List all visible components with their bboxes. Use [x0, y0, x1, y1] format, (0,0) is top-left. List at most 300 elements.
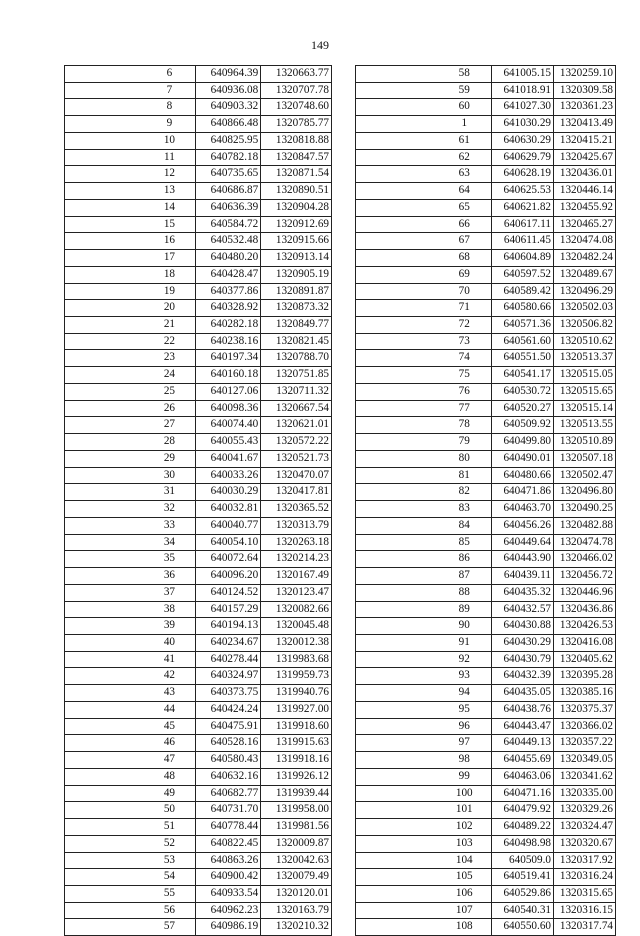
x-coordinate-cell: 640682.77 [196, 785, 261, 802]
y-coordinate-cell: 1320365.52 [261, 501, 332, 518]
table-row [356, 484, 616, 501]
point-number-cell: 11 [143, 149, 196, 166]
table-row [65, 802, 332, 819]
point-number-cell: 14 [143, 199, 196, 216]
x-coordinate-cell: 640551.50 [492, 350, 554, 367]
x-coordinate-cell: 640617.11 [492, 216, 554, 233]
y-coordinate-cell: 1320915.66 [261, 233, 332, 250]
x-coordinate-cell: 640825.95 [196, 132, 261, 149]
point-number-cell: 31 [143, 484, 196, 501]
table-row [65, 618, 332, 635]
table-row [356, 317, 616, 334]
point-number-cell: 28 [143, 434, 196, 451]
y-coordinate-cell: 1320506.82 [554, 317, 616, 334]
x-coordinate-cell: 640499.80 [492, 434, 554, 451]
point-number-cell: 75 [438, 367, 492, 384]
x-coordinate-cell: 640072.64 [196, 551, 261, 568]
point-number-cell: 59 [438, 82, 492, 99]
table-row [65, 685, 332, 702]
blank-cell [65, 584, 144, 601]
blank-cell [65, 82, 144, 99]
point-number-cell: 77 [438, 400, 492, 417]
point-number-cell: 44 [143, 701, 196, 718]
table-row [65, 99, 332, 116]
blank-cell [65, 216, 144, 233]
point-number-cell: 42 [143, 668, 196, 685]
table-row [356, 132, 616, 149]
table-row [356, 434, 616, 451]
table-row [65, 768, 332, 785]
x-coordinate-cell: 640424.24 [196, 701, 261, 718]
y-coordinate-cell: 1320496.29 [554, 283, 616, 300]
blank-cell [65, 417, 144, 434]
y-coordinate-cell: 1320329.26 [554, 802, 616, 819]
y-coordinate-cell: 1320821.45 [261, 333, 332, 350]
blank-cell [356, 450, 438, 467]
x-coordinate-cell: 640962.23 [196, 902, 261, 919]
x-coordinate-cell: 640540.31 [492, 902, 554, 919]
table-row [65, 484, 332, 501]
blank-cell [65, 869, 144, 886]
point-number-cell: 12 [143, 166, 196, 183]
x-coordinate-cell: 640625.53 [492, 183, 554, 200]
y-coordinate-cell: 1320357.22 [554, 735, 616, 752]
point-number-cell: 74 [438, 350, 492, 367]
x-coordinate-cell: 640430.88 [492, 618, 554, 635]
y-coordinate-cell: 1320711.32 [261, 383, 332, 400]
y-coordinate-cell: 1320515.14 [554, 400, 616, 417]
table-row [65, 82, 332, 99]
y-coordinate-cell: 1320446.14 [554, 183, 616, 200]
point-number-cell: 30 [143, 467, 196, 484]
x-coordinate-cell: 640238.16 [196, 333, 261, 350]
table-row [65, 149, 332, 166]
table-row [356, 902, 616, 919]
point-number-cell: 57 [143, 919, 196, 936]
point-number-cell: 86 [438, 551, 492, 568]
table-row [356, 735, 616, 752]
table-row [65, 651, 332, 668]
x-coordinate-cell: 640435.05 [492, 685, 554, 702]
point-number-cell: 45 [143, 718, 196, 735]
table-row [356, 199, 616, 216]
table-row [356, 417, 616, 434]
y-coordinate-cell: 1320259.10 [554, 66, 616, 83]
table-row [65, 885, 332, 902]
x-coordinate-cell: 640463.70 [492, 501, 554, 518]
table-row [65, 250, 332, 267]
blank-cell [356, 685, 438, 702]
x-coordinate-cell: 640529.86 [492, 885, 554, 902]
y-coordinate-cell: 1320751.85 [261, 367, 332, 384]
point-number-cell: 99 [438, 768, 492, 785]
y-coordinate-cell: 1320315.65 [554, 885, 616, 902]
x-coordinate-cell: 640541.17 [492, 367, 554, 384]
blank-cell [356, 802, 438, 819]
table-row [65, 233, 332, 250]
blank-cell [65, 919, 144, 936]
blank-cell [65, 99, 144, 116]
x-coordinate-cell: 640782.18 [196, 149, 261, 166]
y-coordinate-cell: 1320320.67 [554, 835, 616, 852]
x-coordinate-cell: 640438.76 [492, 701, 554, 718]
blank-cell [65, 116, 144, 133]
blank-cell [356, 584, 438, 601]
y-coordinate-cell: 1320416.08 [554, 634, 616, 651]
table-row [65, 400, 332, 417]
y-coordinate-cell: 1320335.00 [554, 785, 616, 802]
y-coordinate-cell: 1320489.67 [554, 266, 616, 283]
point-number-cell: 53 [143, 852, 196, 869]
table-row [356, 668, 616, 685]
x-coordinate-cell: 640471.16 [492, 785, 554, 802]
y-coordinate-cell: 1320456.72 [554, 568, 616, 585]
blank-cell [65, 484, 144, 501]
y-coordinate-cell: 1320904.28 [261, 199, 332, 216]
blank-cell [356, 216, 438, 233]
blank-cell [65, 166, 144, 183]
point-number-cell: 105 [438, 869, 492, 886]
x-coordinate-cell: 640455.69 [492, 752, 554, 769]
x-coordinate-cell: 640449.64 [492, 534, 554, 551]
point-number-cell: 60 [438, 99, 492, 116]
table-row [65, 534, 332, 551]
x-coordinate-cell: 640629.79 [492, 149, 554, 166]
blank-cell [356, 417, 438, 434]
table-row [356, 852, 616, 869]
coordinates-table-left-body [65, 66, 332, 936]
x-coordinate-cell: 640432.39 [492, 668, 554, 685]
point-number-cell: 100 [438, 785, 492, 802]
x-coordinate-cell: 640863.26 [196, 852, 261, 869]
x-coordinate-cell: 640580.66 [492, 300, 554, 317]
table-row [356, 551, 616, 568]
table-row [356, 283, 616, 300]
table-row [65, 869, 332, 886]
y-coordinate-cell: 1320849.77 [261, 317, 332, 334]
y-coordinate-cell: 1320474.78 [554, 534, 616, 551]
point-number-cell: 71 [438, 300, 492, 317]
x-coordinate-cell: 640735.65 [196, 166, 261, 183]
y-coordinate-cell: 1320707.78 [261, 82, 332, 99]
point-number-cell: 13 [143, 183, 196, 200]
blank-cell [356, 149, 438, 166]
blank-cell [356, 116, 438, 133]
table-row [356, 250, 616, 267]
y-coordinate-cell: 1320490.25 [554, 501, 616, 518]
point-number-cell: 67 [438, 233, 492, 250]
table-row [65, 116, 332, 133]
point-number-cell: 61 [438, 132, 492, 149]
x-coordinate-cell: 641018.91 [492, 82, 554, 99]
point-number-cell: 48 [143, 768, 196, 785]
blank-cell [356, 835, 438, 852]
blank-cell [356, 484, 438, 501]
y-coordinate-cell: 1319918.16 [261, 752, 332, 769]
y-coordinate-cell: 1320163.79 [261, 902, 332, 919]
point-number-cell: 34 [143, 534, 196, 551]
point-number-cell: 49 [143, 785, 196, 802]
y-coordinate-cell: 1320502.47 [554, 467, 616, 484]
y-coordinate-cell: 1320510.62 [554, 333, 616, 350]
y-coordinate-cell: 1320455.92 [554, 199, 616, 216]
y-coordinate-cell: 1320316.15 [554, 902, 616, 919]
y-coordinate-cell: 1320515.65 [554, 383, 616, 400]
x-coordinate-cell: 640475.91 [196, 718, 261, 735]
table-row [356, 651, 616, 668]
blank-cell [356, 383, 438, 400]
point-number-cell: 66 [438, 216, 492, 233]
blank-cell [65, 618, 144, 635]
x-coordinate-cell: 640686.87 [196, 183, 261, 200]
x-coordinate-cell: 641005.15 [492, 66, 554, 83]
blank-cell [356, 266, 438, 283]
blank-cell [356, 819, 438, 836]
point-number-cell: 15 [143, 216, 196, 233]
blank-cell [356, 467, 438, 484]
table-row [65, 668, 332, 685]
table-row [356, 701, 616, 718]
point-number-cell: 58 [438, 66, 492, 83]
x-coordinate-cell: 640589.42 [492, 283, 554, 300]
y-coordinate-cell: 1320316.24 [554, 869, 616, 886]
table-row [356, 99, 616, 116]
y-coordinate-cell: 1320317.74 [554, 919, 616, 936]
blank-cell [65, 768, 144, 785]
blank-cell [65, 300, 144, 317]
x-coordinate-cell: 640377.86 [196, 283, 261, 300]
blank-cell [65, 835, 144, 852]
blank-cell [356, 300, 438, 317]
x-coordinate-cell: 641027.30 [492, 99, 554, 116]
x-coordinate-cell: 640157.29 [196, 601, 261, 618]
y-coordinate-cell: 1320847.57 [261, 149, 332, 166]
point-number-cell: 52 [143, 835, 196, 852]
table-row [65, 300, 332, 317]
blank-cell [65, 199, 144, 216]
blank-cell [356, 785, 438, 802]
x-coordinate-cell: 640373.75 [196, 685, 261, 702]
blank-cell [356, 534, 438, 551]
y-coordinate-cell: 1320890.51 [261, 183, 332, 200]
blank-cell [356, 568, 438, 585]
blank-cell [65, 66, 144, 83]
blank-cell [356, 501, 438, 518]
table-row [356, 517, 616, 534]
point-number-cell: 70 [438, 283, 492, 300]
x-coordinate-cell: 640490.01 [492, 450, 554, 467]
y-coordinate-cell: 1320375.37 [554, 701, 616, 718]
point-number-cell: 85 [438, 534, 492, 551]
table-row [65, 199, 332, 216]
blank-cell [356, 768, 438, 785]
x-coordinate-cell: 641030.29 [492, 116, 554, 133]
blank-cell [356, 434, 438, 451]
x-coordinate-cell: 640160.18 [196, 367, 261, 384]
x-coordinate-cell: 640030.29 [196, 484, 261, 501]
blank-cell [65, 718, 144, 735]
blank-cell [356, 902, 438, 919]
point-number-cell: 79 [438, 434, 492, 451]
table-row [356, 367, 616, 384]
y-coordinate-cell: 1320426.53 [554, 618, 616, 635]
y-coordinate-cell: 1320123.47 [261, 584, 332, 601]
x-coordinate-cell: 640528.16 [196, 735, 261, 752]
x-coordinate-cell: 640324.97 [196, 668, 261, 685]
x-coordinate-cell: 640428.47 [196, 266, 261, 283]
blank-cell [356, 250, 438, 267]
x-coordinate-cell: 640580.43 [196, 752, 261, 769]
blank-cell [65, 685, 144, 702]
blank-cell [356, 701, 438, 718]
y-coordinate-cell: 1320341.62 [554, 768, 616, 785]
table-row [356, 350, 616, 367]
x-coordinate-cell: 640432.57 [492, 601, 554, 618]
table-row [65, 183, 332, 200]
x-coordinate-cell: 640489.22 [492, 819, 554, 836]
point-number-cell: 73 [438, 333, 492, 350]
y-coordinate-cell: 1320788.70 [261, 350, 332, 367]
y-coordinate-cell: 1320045.48 [261, 618, 332, 635]
y-coordinate-cell: 1319926.12 [261, 768, 332, 785]
point-number-cell: 64 [438, 183, 492, 200]
blank-cell [65, 819, 144, 836]
point-number-cell: 25 [143, 383, 196, 400]
y-coordinate-cell: 1320521.73 [261, 450, 332, 467]
blank-cell [65, 501, 144, 518]
blank-cell [65, 333, 144, 350]
point-number-cell: 23 [143, 350, 196, 367]
table-row [65, 735, 332, 752]
y-coordinate-cell: 1320324.47 [554, 819, 616, 836]
blank-cell [356, 400, 438, 417]
point-number-cell: 97 [438, 735, 492, 752]
blank-cell [65, 132, 144, 149]
blank-cell [65, 651, 144, 668]
blank-cell [356, 634, 438, 651]
blank-cell [356, 869, 438, 886]
y-coordinate-cell: 1320415.21 [554, 132, 616, 149]
x-coordinate-cell: 640443.47 [492, 718, 554, 735]
table-row [65, 902, 332, 919]
blank-cell [356, 99, 438, 116]
table-row [65, 450, 332, 467]
x-coordinate-cell: 640040.77 [196, 517, 261, 534]
point-number-cell: 78 [438, 417, 492, 434]
x-coordinate-cell: 640630.29 [492, 132, 554, 149]
point-number-cell: 50 [143, 802, 196, 819]
x-coordinate-cell: 640986.19 [196, 919, 261, 936]
point-number-cell: 55 [143, 885, 196, 902]
point-number-cell: 104 [438, 852, 492, 869]
y-coordinate-cell: 1320263.18 [261, 534, 332, 551]
y-coordinate-cell: 1320905.19 [261, 266, 332, 283]
table-row [356, 300, 616, 317]
point-number-cell: 88 [438, 584, 492, 601]
table-row [356, 66, 616, 83]
point-number-cell: 108 [438, 919, 492, 936]
y-coordinate-cell: 1320214.23 [261, 551, 332, 568]
x-coordinate-cell: 640439.11 [492, 568, 554, 585]
y-coordinate-cell: 1319918.60 [261, 718, 332, 735]
y-coordinate-cell: 1319939.44 [261, 785, 332, 802]
x-coordinate-cell: 640597.52 [492, 266, 554, 283]
y-coordinate-cell: 1320572.22 [261, 434, 332, 451]
point-number-cell: 27 [143, 417, 196, 434]
x-coordinate-cell: 640479.92 [492, 802, 554, 819]
blank-cell [356, 735, 438, 752]
coordinates-table-left [64, 65, 332, 936]
y-coordinate-cell: 1320167.49 [261, 568, 332, 585]
y-coordinate-cell: 1320425.67 [554, 149, 616, 166]
blank-cell [65, 467, 144, 484]
blank-cell [356, 82, 438, 99]
blank-cell [356, 618, 438, 635]
x-coordinate-cell: 640933.54 [196, 885, 261, 902]
y-coordinate-cell: 1320436.86 [554, 601, 616, 618]
point-number-cell: 54 [143, 869, 196, 886]
y-coordinate-cell: 1320446.96 [554, 584, 616, 601]
y-coordinate-cell: 1320417.81 [261, 484, 332, 501]
x-coordinate-cell: 640449.13 [492, 735, 554, 752]
blank-cell [356, 233, 438, 250]
point-number-cell: 8 [143, 99, 196, 116]
table-row [65, 551, 332, 568]
y-coordinate-cell: 1320413.49 [554, 116, 616, 133]
x-coordinate-cell: 640530.72 [492, 383, 554, 400]
table-row [356, 450, 616, 467]
table-row [65, 132, 332, 149]
y-coordinate-cell: 1320385.16 [554, 685, 616, 702]
table-row [356, 718, 616, 735]
y-coordinate-cell: 1320210.32 [261, 919, 332, 936]
table-row [65, 216, 332, 233]
y-coordinate-cell: 1319940.76 [261, 685, 332, 702]
point-number-cell: 1 [438, 116, 492, 133]
table-row [356, 785, 616, 802]
x-coordinate-cell: 640096.20 [196, 568, 261, 585]
blank-cell [356, 283, 438, 300]
table-row [65, 634, 332, 651]
blank-cell [356, 350, 438, 367]
blank-cell [65, 634, 144, 651]
point-number-cell: 17 [143, 250, 196, 267]
blank-cell [65, 517, 144, 534]
y-coordinate-cell: 1320317.92 [554, 852, 616, 869]
x-coordinate-cell: 640584.72 [196, 216, 261, 233]
y-coordinate-cell: 1320913.14 [261, 250, 332, 267]
point-number-cell: 36 [143, 568, 196, 585]
blank-cell [356, 517, 438, 534]
blank-cell [356, 852, 438, 869]
x-coordinate-cell: 640621.82 [492, 199, 554, 216]
point-number-cell: 20 [143, 300, 196, 317]
table-row [356, 266, 616, 283]
table-row [356, 166, 616, 183]
table-row [356, 400, 616, 417]
x-coordinate-cell: 640435.32 [492, 584, 554, 601]
table-row [356, 601, 616, 618]
table-row [65, 852, 332, 869]
point-number-cell: 96 [438, 718, 492, 735]
point-number-cell: 81 [438, 467, 492, 484]
x-coordinate-cell: 640194.13 [196, 618, 261, 635]
page-number: 149 [311, 38, 329, 52]
table-row [356, 634, 616, 651]
table-row [356, 233, 616, 250]
x-coordinate-cell: 640124.52 [196, 584, 261, 601]
x-coordinate-cell: 640509.92 [492, 417, 554, 434]
